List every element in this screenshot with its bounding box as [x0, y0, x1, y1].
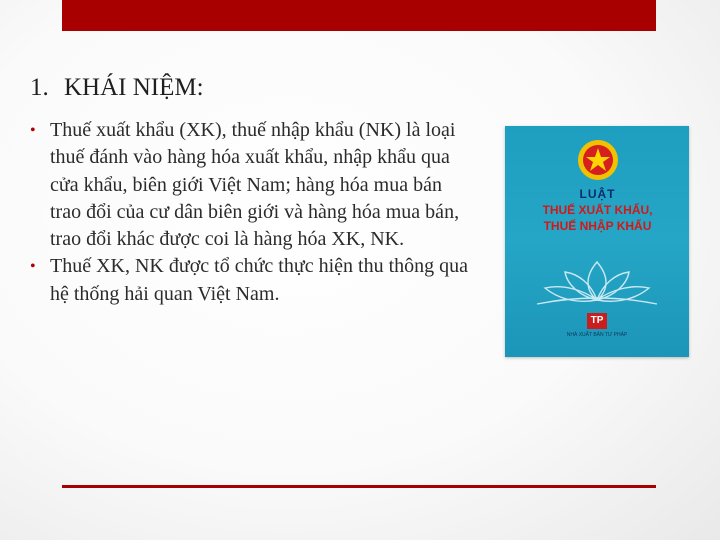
- bullet-text: Thuế XK, NK được tổ chức thực hiện thu thông qua hệ thống hải quan Việt Nam.: [50, 255, 469, 305]
- bullet-icon: •: [30, 122, 36, 139]
- national-emblem-icon: [576, 138, 620, 182]
- title-number: 1.: [30, 74, 49, 101]
- law-book-cover-image: [505, 126, 689, 357]
- bullet-item: [30, 117, 478, 253]
- book-title-line-2: THUẾ NHẬP KHẨU: [543, 219, 652, 233]
- title-text: KHÁI NIỆM:: [64, 74, 204, 101]
- top-accent-bar: [62, 0, 656, 31]
- slide-title: [30, 74, 204, 102]
- bottom-divider: [62, 485, 656, 488]
- book-title-line-1: THUẾ XUẤT KHẨU,: [542, 203, 653, 217]
- bullet-list: [30, 117, 478, 308]
- lotus-motif-icon: [517, 254, 677, 310]
- bullet-item: [30, 253, 478, 308]
- bullet-icon: •: [30, 258, 36, 276]
- book-title-block: [535, 186, 660, 248]
- publisher-name: NHÀ XUẤT BẢN TƯ PHÁP: [566, 332, 628, 338]
- book-title-prefix: LUẬT: [579, 187, 616, 201]
- bullet-text: Thuế xuất khẩu (XK), thuế nhập khẩu (NK) là loại thuế đánh vào hàng hóa xuất khẩu, nhập khẩu qua cửa khẩu, biên giới Việt Nam; hàng hóa mua bán trao đổi của cư dân biên giới và hàng hóa mua bán, trao đổi khác được coi là hàng hóa XK, NK.: [50, 119, 460, 251]
- publisher-logo: TP: [587, 313, 607, 329]
